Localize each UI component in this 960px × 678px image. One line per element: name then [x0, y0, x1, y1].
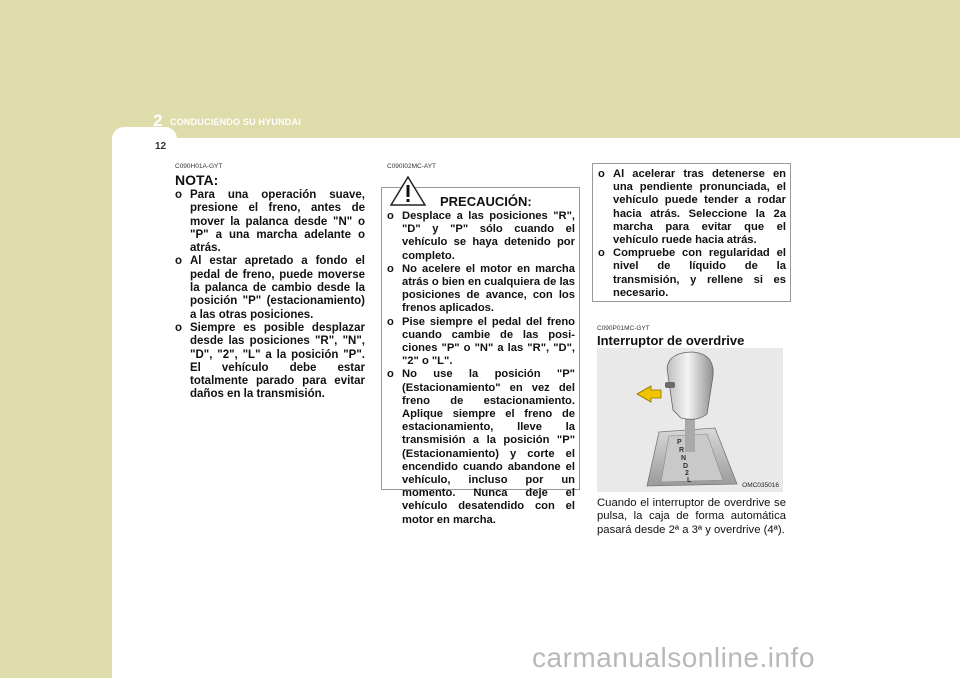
shifter-illustration	[597, 348, 783, 492]
gear-label: 2	[685, 470, 689, 477]
overdrive-code: C090P01MC-GYT	[597, 325, 650, 332]
nota-title: NOTA:	[175, 172, 219, 188]
side-band	[0, 138, 112, 678]
list-item: o Al acelerar tras detenerse en una pendiente pronunciada, el vehículo puede tender a rodar hacia atrás. Seleccione la 2a marcha para evitar que el vehículo ruede hacia atrás.	[598, 168, 786, 247]
overdrive-switch	[665, 382, 675, 388]
warning-icon	[390, 176, 426, 206]
overdrive-title: Interruptor de overdrive	[597, 333, 745, 348]
list-item: o Pise siempre el pedal del freno cuando cambie de las posi-ciones "P" o "N" a las "R", "D", "2" o "L".	[387, 315, 575, 368]
list-item: o No acelere el motor en marcha atrás o bien en cualquiera de las posiciones de avance, con los frenos aplicados.	[387, 262, 575, 315]
watermark: carmanualsonline.info	[532, 642, 815, 673]
gear-label: N	[681, 455, 687, 462]
list-item: o Siempre es posible desplazar desde las posiciones "R", "N", "D", "2", "L" a la posición "P". El vehículo debe estar totalmente parado para evitar daños en la transmisión.	[175, 321, 365, 401]
list-item: o Al estar apretado a fondo el pedal de freno, puede moverse la palanca de cambio desde la posición "P" (estacionamiento) a las otras posiciones.	[175, 255, 365, 321]
continued-box	[592, 163, 791, 302]
list-item: o Compruebe con regularidad el nivel de líquido de la transmisión, y rellene si es necesario.	[598, 247, 786, 299]
list-item: o Para una operación suave, presione el freno, antes de mover la palanca desde "N" o "P" a una marcha adelante o atrás.	[175, 189, 365, 255]
nota-code: C090H01A-GYT	[175, 163, 223, 170]
list-item: o No use la posición "P" (Estacionamiento" en vez del freno de estacionamiento. Aplique siempre el freno de estacionamiento, lleve la transmisión a la posición "P" (Estacionamiento) y corte el encendido cuando abandone el vehículo, incluso por un momento. Nunca deje el vehículo desatendido con el motor en marcha.	[387, 368, 575, 526]
chapter-number: 2	[153, 111, 163, 130]
page-number-tab	[112, 127, 177, 151]
header-band	[0, 0, 960, 138]
overdrive-body: Cuando el interruptor de overdrive se pulsa, la caja de forma automática pasará desde 2ª a 3ª y overdrive (4ª).	[597, 497, 786, 536]
nota-section	[175, 163, 365, 402]
overdrive-section	[597, 325, 787, 348]
gear-label: R	[679, 447, 685, 454]
caution-box	[381, 187, 580, 526]
page-number: 12	[155, 141, 167, 152]
figure-code: OMC035016	[742, 482, 779, 489]
precaucion-code: C090I02MC-AYT	[387, 163, 437, 170]
arrow-icon	[637, 386, 661, 402]
gear-shifter-figure	[597, 348, 783, 492]
gear-label: P	[677, 439, 682, 446]
chapter-title: CONDUCIENDO SU HYUNDAI	[170, 117, 301, 127]
list-item: o Desplace a las posiciones "R", "D" y "P" sólo cuando el vehículo se haya detenido por completo.	[387, 210, 575, 262]
gear-label: L	[687, 477, 692, 484]
gear-label: D	[683, 463, 689, 470]
caution-title: PRECAUCIÓN:	[440, 194, 532, 209]
